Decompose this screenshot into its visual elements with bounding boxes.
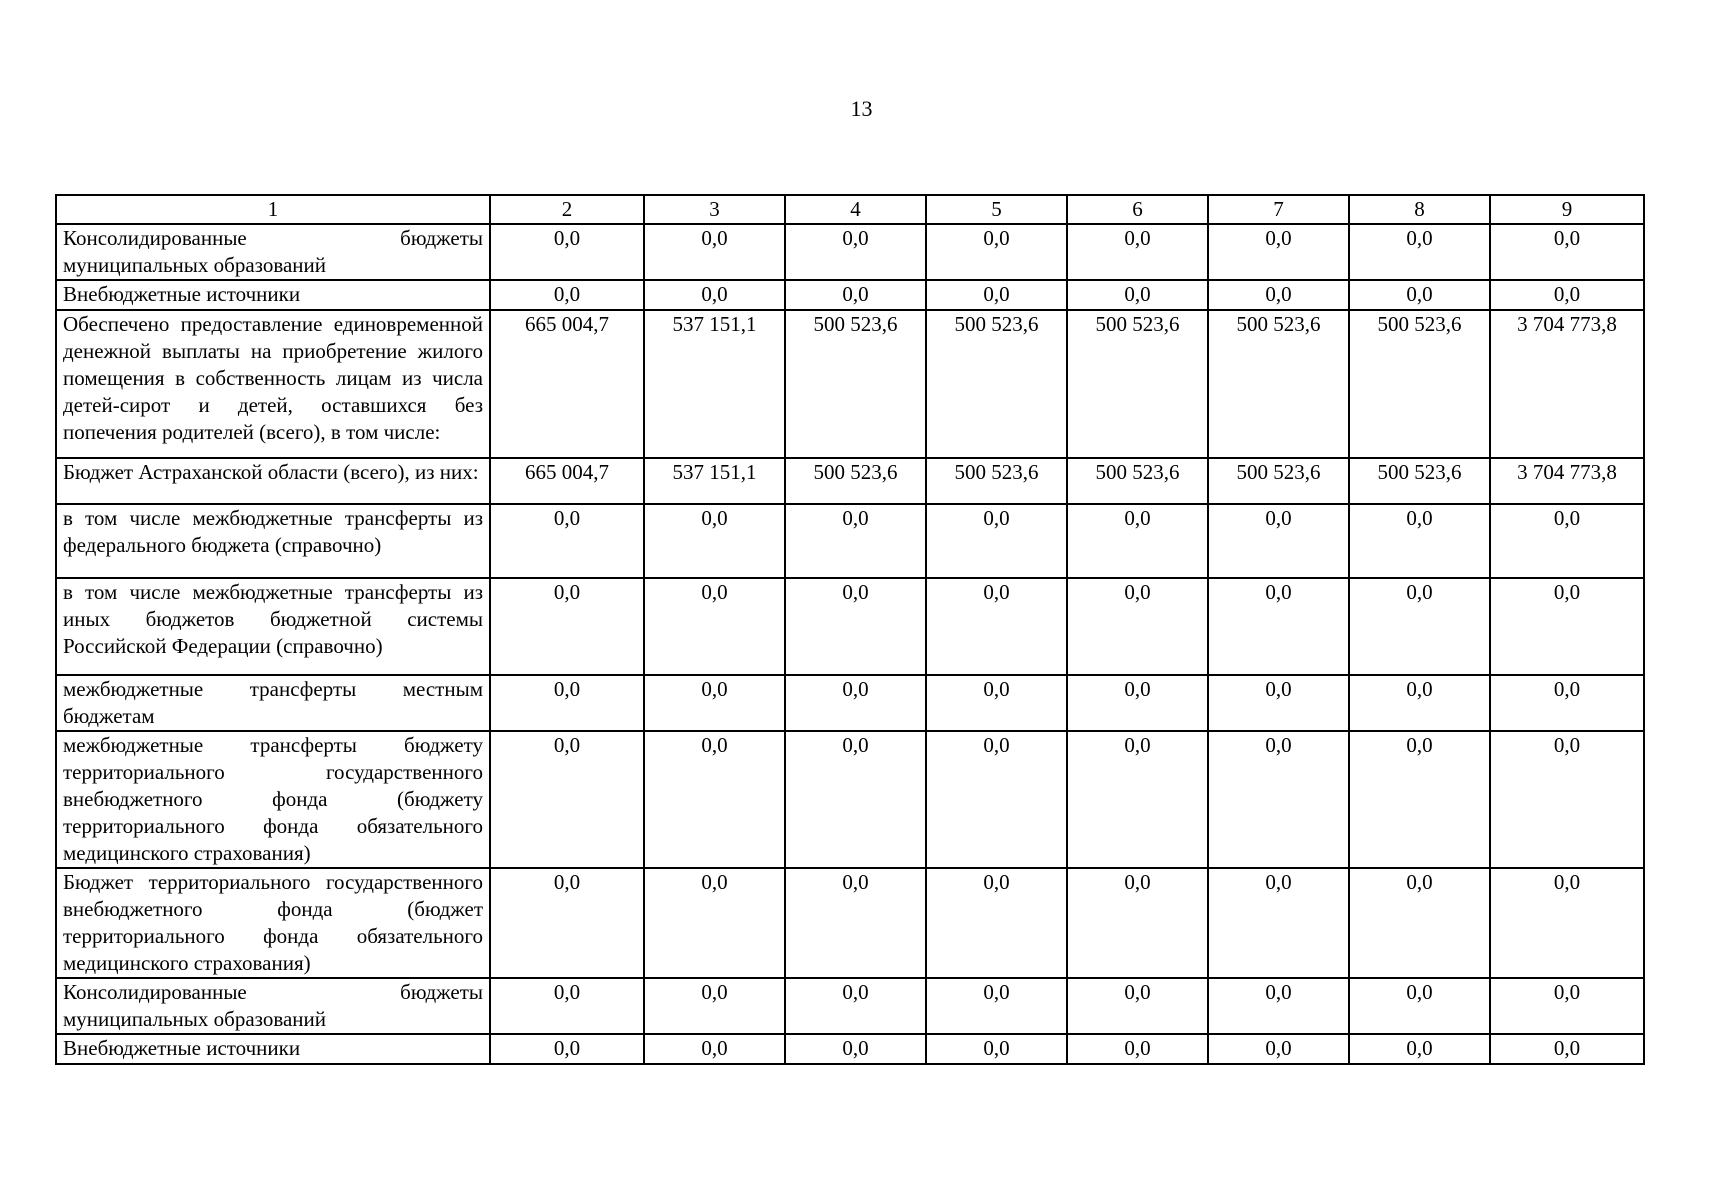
- value-cell: 0,0: [490, 578, 644, 675]
- value-cell: 0,0: [1490, 731, 1644, 868]
- value-cell: 500 523,6: [926, 310, 1067, 458]
- value-cell: 0,0: [1349, 224, 1490, 280]
- value-cell: 500 523,6: [1067, 310, 1208, 458]
- column-header: 5: [926, 195, 1067, 224]
- value-cell: 0,0: [785, 280, 926, 310]
- value-cell: 0,0: [926, 224, 1067, 280]
- row-label: Обеспечено предоставление единовременной денежной выплаты на приобретение жилого помещения в собственность лицам из числа детей-сирот и детей, оставшихся без попечения родителей (всего), в том числе:: [56, 310, 490, 458]
- row-label: Бюджет территориального государственного внебюджетного фонда (бюджет территориального фонда обязательного медицинского страхования): [56, 868, 490, 978]
- value-cell: 537 151,1: [644, 310, 785, 458]
- value-cell: 3 704 773,8: [1490, 458, 1644, 504]
- value-cell: 0,0: [490, 224, 644, 280]
- value-cell: 665 004,7: [490, 458, 644, 504]
- value-cell: 0,0: [785, 978, 926, 1034]
- value-cell: 0,0: [1067, 731, 1208, 868]
- value-cell: 0,0: [490, 675, 644, 731]
- value-cell: 0,0: [1490, 978, 1644, 1034]
- table-row: [56, 978, 1644, 1034]
- value-cell: 0,0: [926, 731, 1067, 868]
- value-cell: 0,0: [926, 280, 1067, 310]
- value-cell: 665 004,7: [490, 310, 644, 458]
- table-row: [56, 675, 1644, 731]
- column-header: 3: [644, 195, 785, 224]
- column-header: 8: [1349, 195, 1490, 224]
- value-cell: 0,0: [1490, 1034, 1644, 1064]
- value-cell: 0,0: [490, 731, 644, 868]
- value-cell: 0,0: [1067, 675, 1208, 731]
- row-label: Внебюджетные источники: [56, 1034, 490, 1064]
- value-cell: 0,0: [785, 731, 926, 868]
- value-cell: 0,0: [1208, 504, 1349, 578]
- value-cell: 0,0: [1349, 868, 1490, 978]
- value-cell: 0,0: [1067, 1034, 1208, 1064]
- table-row: [56, 224, 1644, 280]
- value-cell: 0,0: [1208, 868, 1349, 978]
- value-cell: 0,0: [1067, 578, 1208, 675]
- value-cell: 0,0: [1208, 731, 1349, 868]
- value-cell: 0,0: [1067, 978, 1208, 1034]
- value-cell: 500 523,6: [1208, 310, 1349, 458]
- row-label: Бюджет Астраханской области (всего), из них:: [56, 458, 490, 504]
- table-row: [56, 458, 1644, 504]
- table-header-row: [56, 195, 1644, 224]
- value-cell: 0,0: [1490, 868, 1644, 978]
- value-cell: 0,0: [1208, 1034, 1349, 1064]
- value-cell: 0,0: [1349, 280, 1490, 310]
- value-cell: 0,0: [1349, 675, 1490, 731]
- value-cell: 0,0: [644, 868, 785, 978]
- table-row: [56, 731, 1644, 868]
- value-cell: 0,0: [1067, 868, 1208, 978]
- value-cell: 500 523,6: [1349, 310, 1490, 458]
- value-cell: 0,0: [644, 504, 785, 578]
- value-cell: 0,0: [644, 224, 785, 280]
- value-cell: 500 523,6: [785, 458, 926, 504]
- row-label: в том числе межбюджетные трансферты из иных бюджетов бюджетной системы Российской Федерации (справочно): [56, 578, 490, 675]
- value-cell: 500 523,6: [1208, 458, 1349, 504]
- value-cell: 0,0: [644, 280, 785, 310]
- value-cell: 0,0: [1349, 504, 1490, 578]
- value-cell: 0,0: [1067, 280, 1208, 310]
- value-cell: 0,0: [1067, 504, 1208, 578]
- table-row: [56, 868, 1644, 978]
- value-cell: 500 523,6: [926, 458, 1067, 504]
- value-cell: 0,0: [1349, 731, 1490, 868]
- value-cell: 0,0: [926, 504, 1067, 578]
- table-row: [56, 280, 1644, 310]
- value-cell: 0,0: [490, 868, 644, 978]
- value-cell: 0,0: [1349, 1034, 1490, 1064]
- value-cell: 0,0: [785, 675, 926, 731]
- value-cell: 0,0: [490, 504, 644, 578]
- value-cell: 0,0: [785, 504, 926, 578]
- value-cell: 0,0: [1349, 578, 1490, 675]
- value-cell: 0,0: [785, 1034, 926, 1064]
- column-header: 6: [1067, 195, 1208, 224]
- row-label: Консолидированные бюджеты муниципальных образований: [56, 224, 490, 280]
- row-label: Внебюджетные источники: [56, 280, 490, 310]
- value-cell: 0,0: [1490, 675, 1644, 731]
- value-cell: 0,0: [644, 978, 785, 1034]
- table-row: [56, 1034, 1644, 1064]
- value-cell: 0,0: [1208, 675, 1349, 731]
- row-label: Консолидированные бюджеты муниципальных образований: [56, 978, 490, 1034]
- value-cell: 0,0: [1208, 224, 1349, 280]
- row-label: межбюджетные трансферты местным бюджетам: [56, 675, 490, 731]
- value-cell: 3 704 773,8: [1490, 310, 1644, 458]
- value-cell: 0,0: [644, 675, 785, 731]
- row-label: в том числе межбюджетные трансферты из федерального бюджета (справочно): [56, 504, 490, 578]
- value-cell: 0,0: [1208, 280, 1349, 310]
- value-cell: 0,0: [785, 224, 926, 280]
- value-cell: 500 523,6: [785, 310, 926, 458]
- column-header: 2: [490, 195, 644, 224]
- value-cell: 0,0: [1490, 224, 1644, 280]
- value-cell: 0,0: [926, 868, 1067, 978]
- column-header: 4: [785, 195, 926, 224]
- value-cell: 0,0: [926, 675, 1067, 731]
- table-row: [56, 504, 1644, 578]
- column-header: 1: [56, 195, 490, 224]
- value-cell: 0,0: [490, 1034, 644, 1064]
- value-cell: 0,0: [490, 978, 644, 1034]
- value-cell: 0,0: [644, 731, 785, 868]
- value-cell: 0,0: [785, 868, 926, 978]
- value-cell: 0,0: [1349, 978, 1490, 1034]
- table-row: [56, 310, 1644, 458]
- table-row: [56, 578, 1644, 675]
- page-number: 13: [850, 96, 873, 121]
- column-header: 9: [1490, 195, 1644, 224]
- value-cell: 0,0: [490, 280, 644, 310]
- value-cell: 537 151,1: [644, 458, 785, 504]
- value-cell: 0,0: [785, 578, 926, 675]
- budget-table: [55, 194, 1645, 1065]
- value-cell: 0,0: [1490, 280, 1644, 310]
- value-cell: 0,0: [926, 578, 1067, 675]
- table-body: [56, 224, 1644, 1064]
- value-cell: 0,0: [644, 578, 785, 675]
- value-cell: 0,0: [1067, 224, 1208, 280]
- value-cell: 0,0: [1490, 578, 1644, 675]
- value-cell: 0,0: [1490, 504, 1644, 578]
- value-cell: 500 523,6: [1349, 458, 1490, 504]
- column-header: 7: [1208, 195, 1349, 224]
- value-cell: 0,0: [1208, 978, 1349, 1034]
- value-cell: 0,0: [1208, 578, 1349, 675]
- value-cell: 0,0: [926, 1034, 1067, 1064]
- value-cell: 0,0: [926, 978, 1067, 1034]
- value-cell: 0,0: [644, 1034, 785, 1064]
- row-label: межбюджетные трансферты бюджету территориального государственного внебюджетного фонда (бюджету территориального фонда обязательного медицинского страхования): [56, 731, 490, 868]
- value-cell: 500 523,6: [1067, 458, 1208, 504]
